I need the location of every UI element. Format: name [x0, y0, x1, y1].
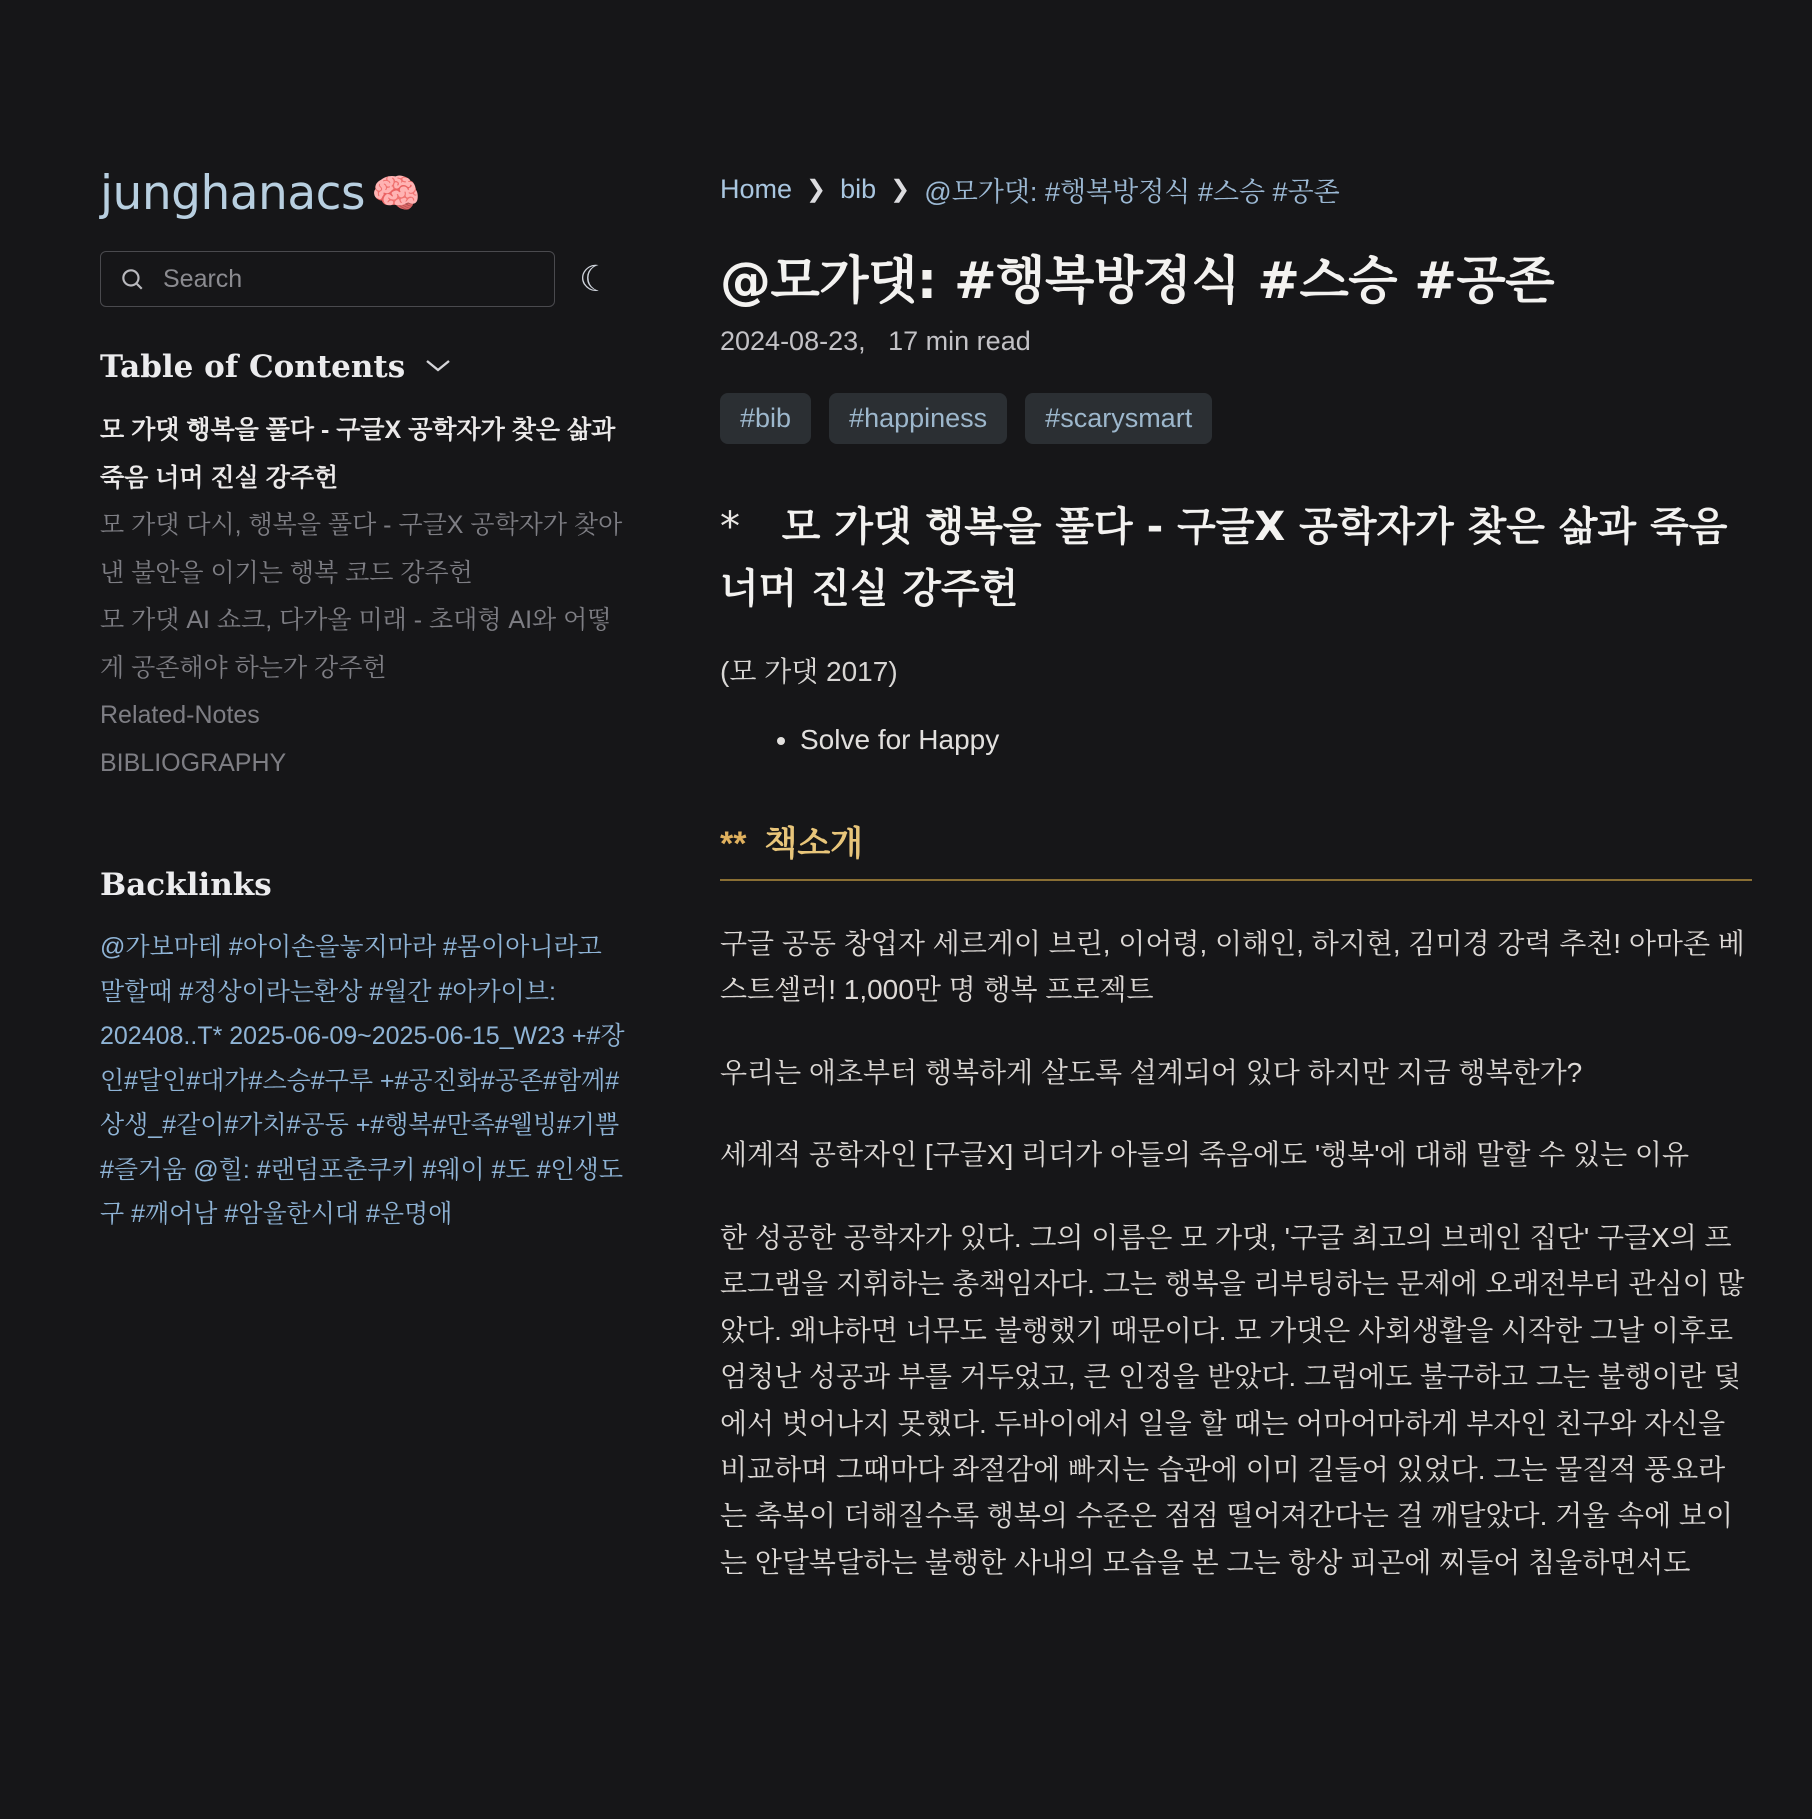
section-heading-text: 모 가댓 행복을 풀다 - 구글X 공학자가 찾은 삶과 죽음 너머 진실 강주헌 — [720, 504, 1728, 613]
heading-star: * — [720, 504, 740, 551]
chevron-down-icon[interactable] — [423, 356, 453, 379]
subsection-title: 책소개 — [764, 823, 864, 864]
section-heading — [720, 496, 1752, 620]
tag-bib[interactable]: #bib — [720, 393, 811, 444]
backlinks-text[interactable]: @가보마테 #아이손을놓지마라 #몸이아니라고말할때 #정상이라는환상 #월간 #아카이브: 202408..T* 2025-06-09~2025-06-15_W23 +#장인#달인#대가#스승#구루 +#공진화#공존#함께#상생_#같이#가치#공동 +#행복#만족#웰빙#기쁨#즐거움 @힐: #랜덤포춘쿠키 #웨이 #도 #인생도구 #깨어남 #암울한시대 #운명애 — [100, 933, 625, 1228]
search-input[interactable] — [161, 264, 536, 295]
table-of-contents-header[interactable] — [100, 349, 625, 385]
paragraph-3: 한 성공한 공학자가 있다. 그의 이름은 모 가댓, '구글 최고의 브레인 집단' 구글X의 프로그램을 지휘하는 총책임자다. 그는 행복을 리부팅하는 문제에 오래전부터 관심이 많았다. 왜냐하면 너무도 불행했기 때문이다. 모 가댓은 사회생활을 시작한 그날 이후로 엄청난 성공과 부를 거두었고, 큰 인정을 받았다. 그럼에도 불구하고 그는 불행이란 덫에서 벗어나지 못했다. 두바이에서 일을 할 때는 어마어마하게 부자인 친구와 자신을 비교하며 그때마다 좌절감에 빠지는 습관에 이미 길들어 있었다. 그는 물질적 풍요라는 축복이 더해질수록 행복의 수준은 점점 떨어져간다는 걸 깨달았다. 거울 속에 보이는 안달복달하는 불행한 사내의 모습을 본 그는 항상 피곤에 찌들어 침울하면서도 — [720, 1221, 1745, 1578]
search-icon — [119, 266, 145, 292]
tag-happiness[interactable]: #happiness — [829, 393, 1007, 444]
bullet-list — [720, 716, 1752, 764]
brain-icon: 🧠 — [370, 171, 421, 216]
site-brand[interactable] — [100, 166, 625, 221]
tag-scarysmart[interactable]: #scarysmart — [1025, 393, 1212, 444]
tag-list — [720, 393, 1752, 444]
toc-item-3[interactable]: Related-Notes — [100, 701, 260, 729]
brand-text: junghanacs — [100, 166, 365, 221]
paragraph-0: 구글 공동 창업자 세르게이 브린, 이어령, 이해인, 하지현, 김미경 강력 추천! 아마존 베스트셀러! 1,000만 명 행복 프로젝트 — [720, 927, 1745, 1006]
breadcrumb — [720, 170, 1752, 209]
post-meta — [720, 326, 1752, 357]
subsection-stars: ** — [720, 824, 747, 863]
post-date: 2024-08-23, — [720, 326, 866, 357]
toc-item-4[interactable]: BIBLIOGRAPHY — [100, 748, 287, 777]
breadcrumb-item-home[interactable]: Home — [720, 174, 793, 204]
subsection-heading — [720, 816, 1752, 865]
breadcrumb-item-bib[interactable]: bib — [840, 174, 877, 204]
breadcrumb-item-current[interactable]: @모가댓: #행복방정식 #스승 #공존 — [924, 177, 1340, 207]
toc-item-0[interactable]: 모 가댓 행복을 풀다 - 구글X 공학자가 찾은 삶과 죽음 너머 진실 강주헌 — [100, 416, 616, 492]
citation: (모 가댓 2017) — [720, 656, 898, 688]
backlinks-title: Backlinks — [100, 867, 272, 903]
page-title: @모가댓: #행복방정식 #스승 #공존 — [720, 252, 1555, 311]
backlinks-list[interactable] — [100, 925, 625, 1237]
divider — [720, 879, 1752, 881]
list-item: • Solve for Happy — [800, 716, 1752, 764]
breadcrumb-separator-icon: ❯ — [806, 176, 827, 203]
post-read-time: 17 min read — [888, 326, 1031, 357]
main-content — [655, 170, 1752, 1622]
paragraph-2: 세계적 공학자인 [구글X] 리더가 아들의 죽음에도 '행복'에 대해 말할 수 있는 이유 — [720, 1139, 1689, 1171]
paragraph-1: 우리는 애초부터 행복하게 살도록 설계되어 있다 하지만 지금 행복한가? — [720, 1056, 1583, 1088]
toc-list — [100, 407, 625, 787]
search-box[interactable] — [100, 251, 555, 307]
search-row — [100, 251, 625, 307]
sidebar — [100, 166, 645, 1622]
toc-item-2[interactable]: 모 가댓 AI 쇼크, 다가올 미래 - 초대형 AI와 어떻게 공존해야 하는가 강주헌 — [100, 606, 612, 682]
toc-title: Table of Contents — [100, 349, 406, 385]
breadcrumb-separator-icon-2: ❯ — [890, 176, 911, 203]
moon-icon[interactable]: ☾ — [579, 258, 612, 299]
toc-item-1[interactable]: 모 가댓 다시, 행복을 풀다 - 구글X 공학자가 찾아낸 불안을 이기는 행복 코드 강주헌 — [100, 511, 623, 587]
